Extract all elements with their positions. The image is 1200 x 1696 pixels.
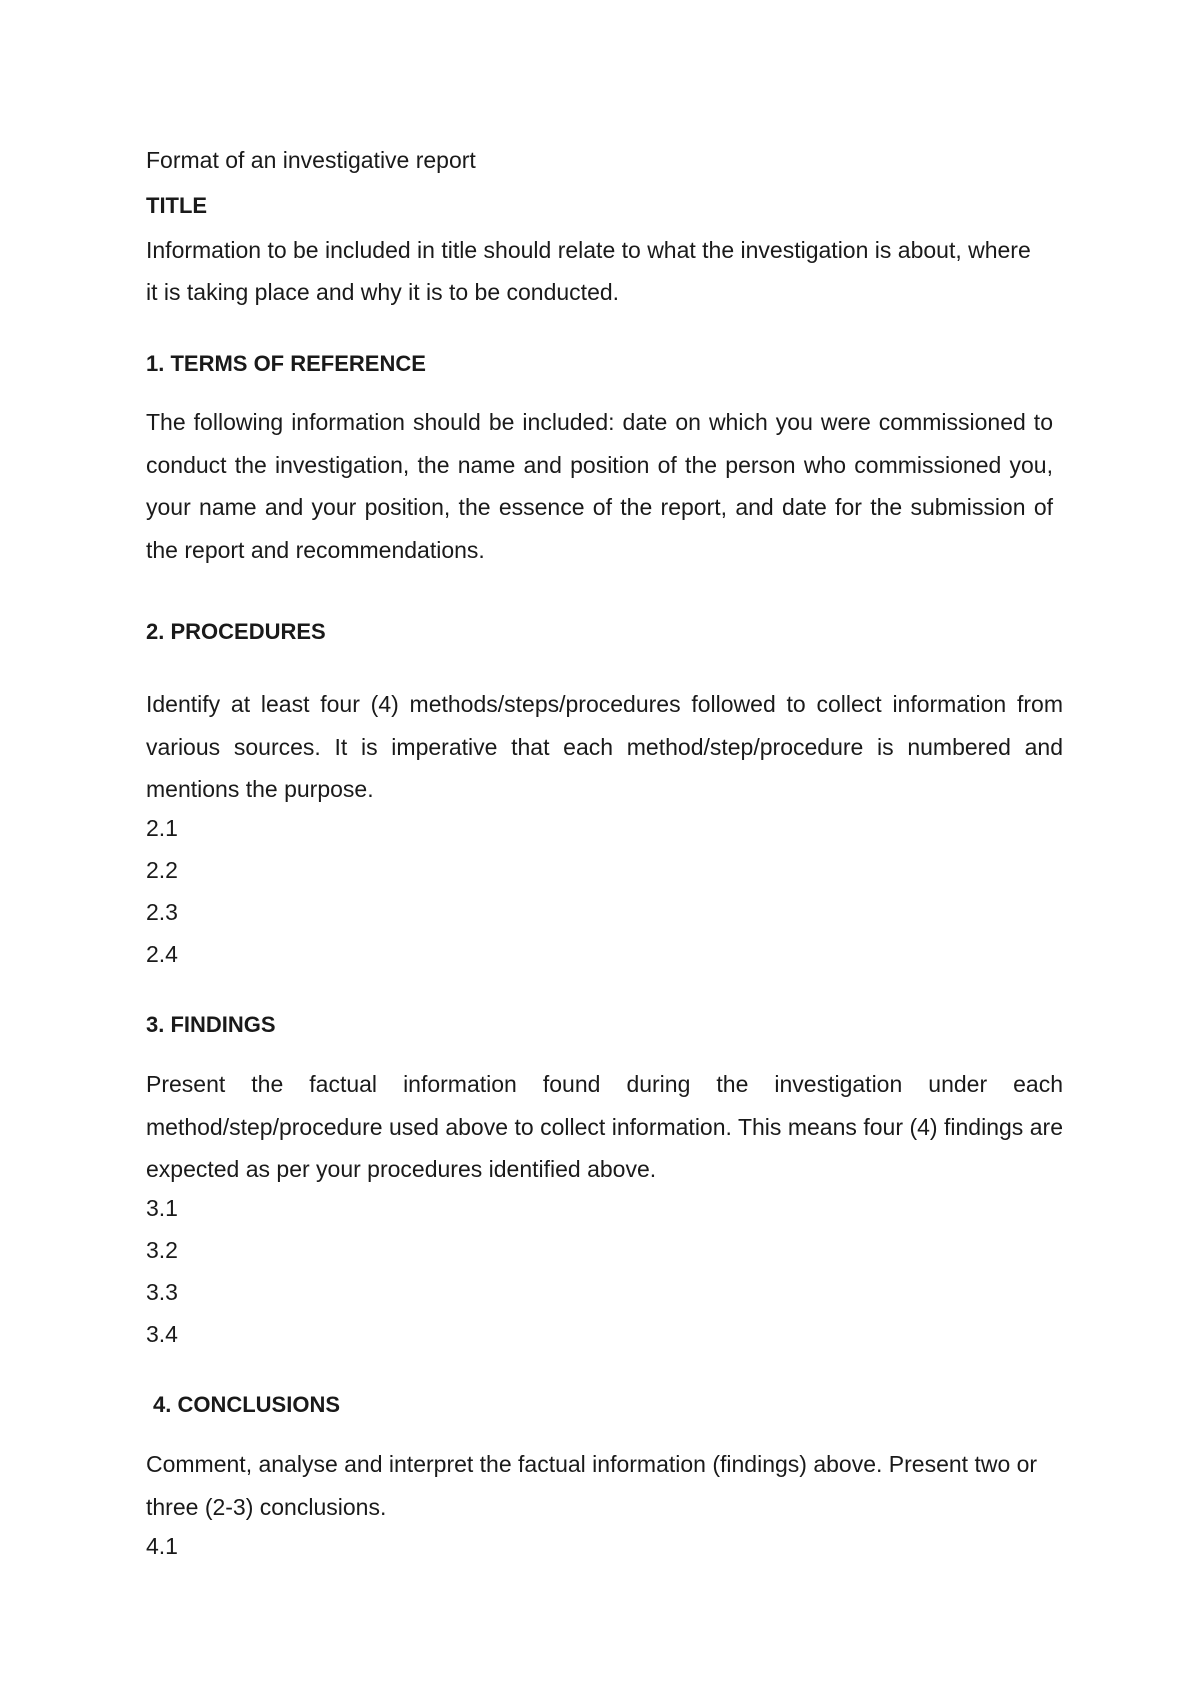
- document-page: [146, 0, 1066, 1696]
- list-item: 3.1: [146, 1195, 178, 1221]
- section-text-findings: Present the factual information found during the investigation under each method/step/procedure used above to collect information. This means four (4) findings are expected as per your procedures identified above.: [146, 1071, 1063, 1182]
- section-text-conclusions: Comment, analyse and interpret the factual information (findings) above. Present two or three (2-3) conclusions.: [146, 1451, 1038, 1520]
- title-description: Information to be included in title should relate to what the investigation is about, where it is taking place and why it is to be conducted.: [146, 237, 1031, 305]
- section-text-procedures: Identify at least four (4) methods/steps/procedures followed to collect information from various sources. It is imperative that each method/step/procedure is numbered and mentions the purpose.: [146, 691, 1063, 802]
- section-heading-findings: 3. FINDINGS: [146, 1012, 276, 1037]
- list-item: 2.4: [146, 941, 178, 967]
- section-heading-conclusions: 4. CONCLUSIONS: [153, 1392, 341, 1417]
- list-item: 3.3: [146, 1279, 178, 1305]
- section-heading-procedures: 2. PROCEDURES: [146, 619, 326, 644]
- list-item: 3.4: [146, 1321, 178, 1347]
- list-item: 3.2: [146, 1237, 178, 1263]
- title-heading: TITLE: [146, 193, 208, 218]
- document-intro: Format of an investigative report: [146, 147, 476, 173]
- list-item: 2.3: [146, 899, 178, 925]
- list-item: 2.1: [146, 815, 178, 841]
- section-text-terms-of-reference: The following information should be included: date on which you were commissioned to conduct the investigation, the name and position of the person who commissioned you, your name and your position, the essence of the report, and date for the submission of the report and recommendations.: [146, 409, 1053, 563]
- list-item: 4.1: [146, 1533, 178, 1559]
- list-item: 2.2: [146, 857, 178, 883]
- section-heading-terms-of-reference: 1. TERMS OF REFERENCE: [146, 351, 426, 376]
